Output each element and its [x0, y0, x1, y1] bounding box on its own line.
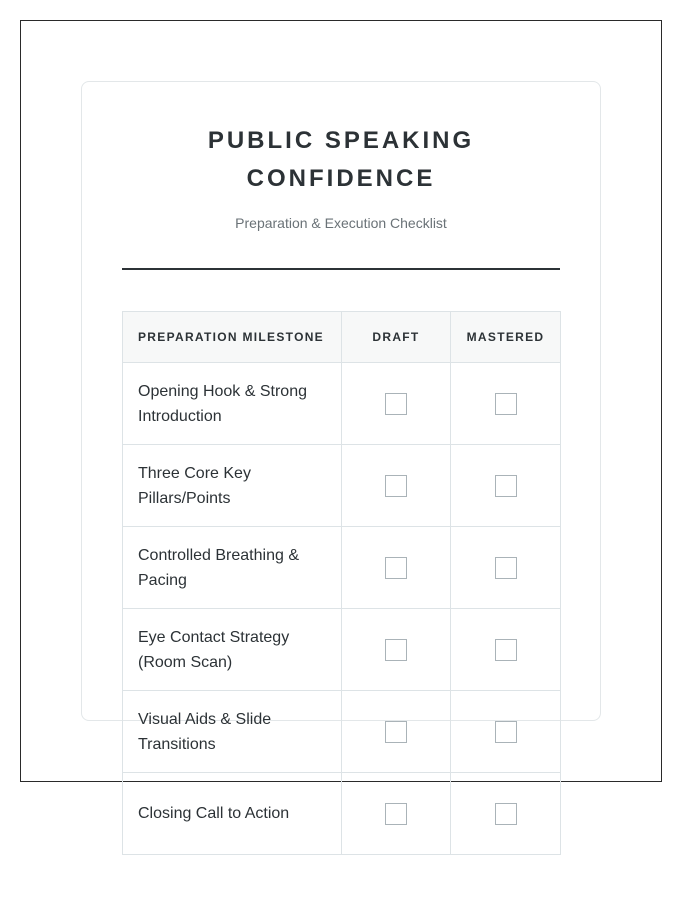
- milestone-label: Three Core Key Pillars/Points: [123, 445, 342, 527]
- mastered-cell: [451, 609, 561, 691]
- column-header-mastered: MASTERED: [451, 312, 561, 363]
- table-row: [123, 691, 561, 773]
- column-header-milestone: PREPARATION MILESTONE: [123, 312, 342, 363]
- mastered-cell: [451, 445, 561, 527]
- milestone-label: Closing Call to Action: [123, 773, 342, 855]
- draft-checkbox[interactable]: [385, 803, 407, 825]
- mastered-cell: [451, 527, 561, 609]
- table-row: [123, 527, 561, 609]
- mastered-checkbox[interactable]: [495, 639, 517, 661]
- table-row: [123, 609, 561, 691]
- page-subtitle: Preparation & Execution Checklist: [235, 215, 447, 231]
- table-row: [123, 363, 561, 445]
- mastered-cell: [451, 773, 561, 855]
- draft-checkbox[interactable]: [385, 721, 407, 743]
- mastered-cell: [451, 691, 561, 773]
- draft-cell: [342, 363, 451, 445]
- table-row: [123, 773, 561, 855]
- draft-cell: [342, 445, 451, 527]
- draft-checkbox[interactable]: [385, 393, 407, 415]
- draft-checkbox[interactable]: [385, 639, 407, 661]
- draft-cell: [342, 527, 451, 609]
- draft-cell: [342, 691, 451, 773]
- title-divider: [122, 268, 560, 270]
- mastered-cell: [451, 363, 561, 445]
- milestone-label: Eye Contact Strategy (Room Scan): [123, 609, 342, 691]
- milestone-label: Controlled Breathing & Pacing: [123, 527, 342, 609]
- mastered-checkbox[interactable]: [495, 475, 517, 497]
- mastered-checkbox[interactable]: [495, 803, 517, 825]
- draft-cell: [342, 609, 451, 691]
- title-line-1: PUBLIC SPEAKING: [207, 127, 475, 154]
- column-header-draft: DRAFT: [342, 312, 451, 363]
- table-row: [123, 445, 561, 527]
- draft-cell: [342, 773, 451, 855]
- mastered-checkbox[interactable]: [495, 393, 517, 415]
- table-header-row: [123, 312, 561, 363]
- mastered-checkbox[interactable]: [495, 721, 517, 743]
- mastered-checkbox[interactable]: [495, 557, 517, 579]
- checklist-table: [122, 311, 561, 855]
- milestone-label: Opening Hook & Strong Introduction: [123, 363, 342, 445]
- draft-checkbox[interactable]: [385, 475, 407, 497]
- title-line-2: CONFIDENCE: [246, 165, 436, 192]
- checklist-table-container: [122, 311, 560, 822]
- draft-checkbox[interactable]: [385, 557, 407, 579]
- page-title: [81, 122, 601, 198]
- milestone-label: Visual Aids & Slide Transitions: [123, 691, 342, 773]
